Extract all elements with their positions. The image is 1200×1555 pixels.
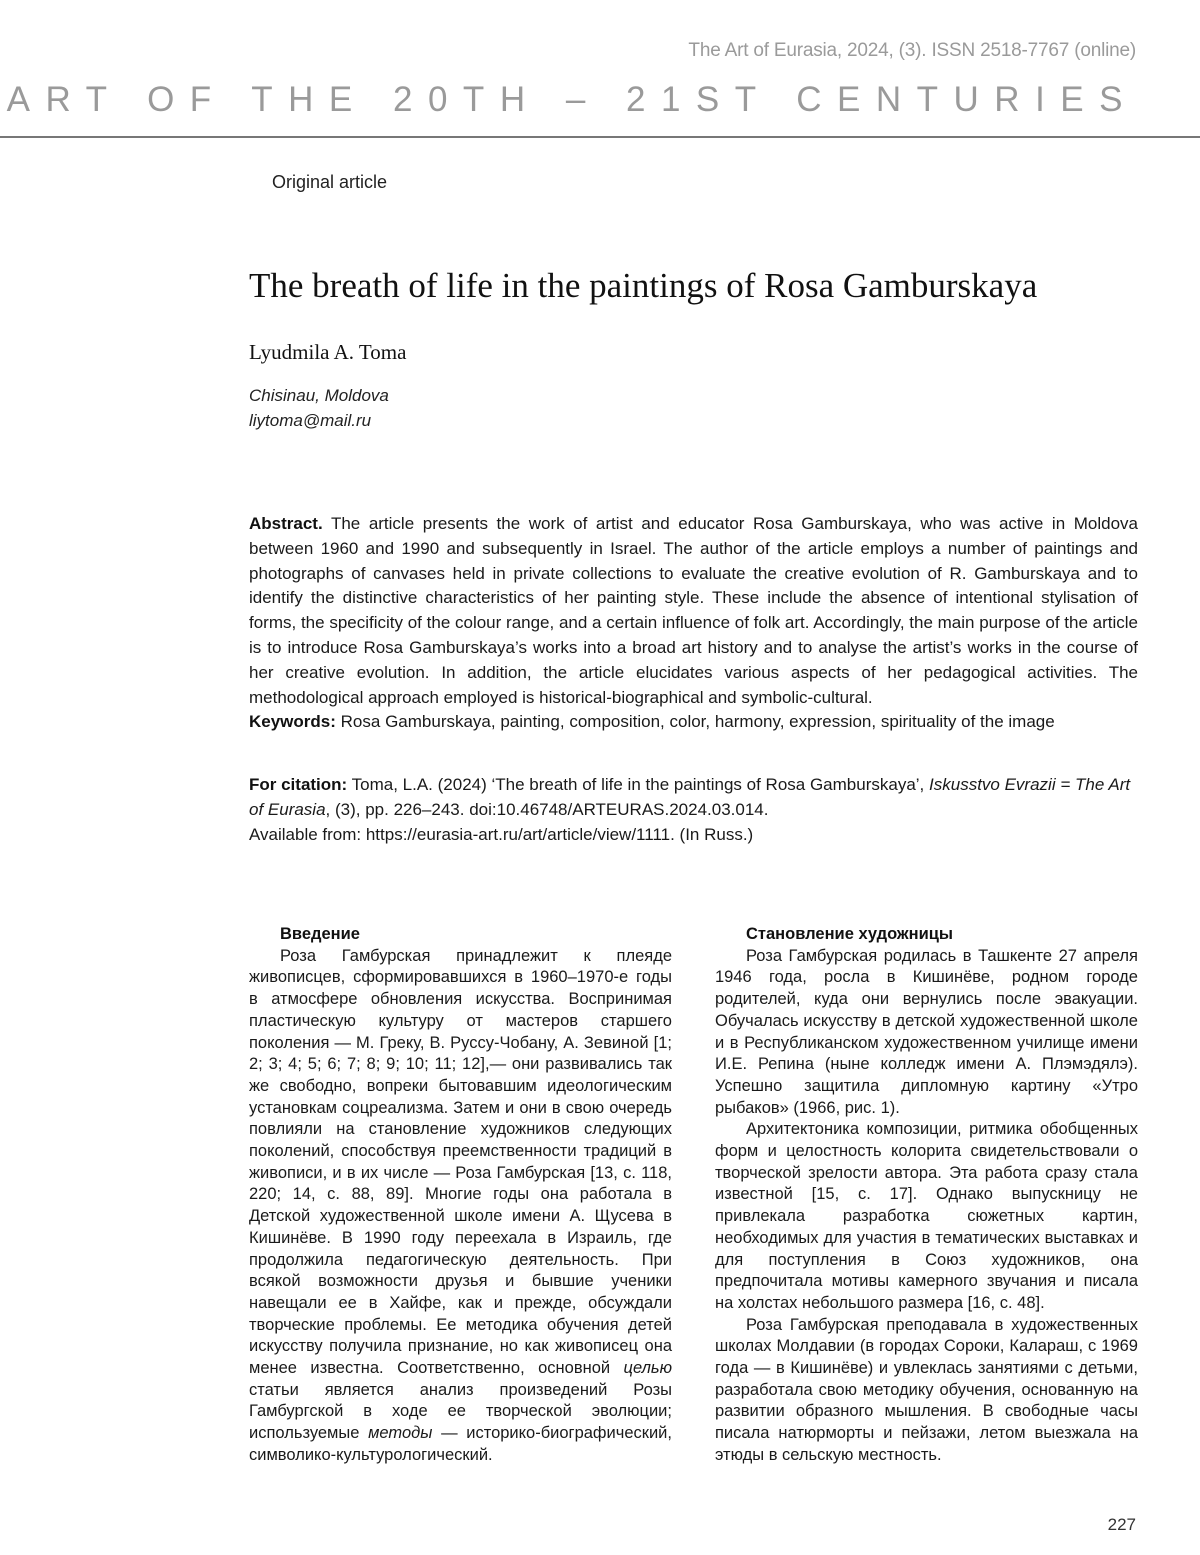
left-column	[249, 924, 672, 1467]
keywords-text: Rosa Gamburskaya, painting, composition, color, harmony, expression, spirituality of the image	[340, 712, 1055, 732]
journal-info: The Art of Eurasia, 2024, (3). ISSN 2518-7767 (online)	[688, 40, 1136, 61]
intro-text-c: — историко-биографический, символико-культурологический.	[249, 1424, 672, 1464]
body-paragraph: Роза Гамбурская родилась в Ташкенте 27 апреля 1946 года, росла в Кишинёве, родном городе родителей, куда они вернулись после эвакуации. Обучалась искусству в детской художественной школе и в Республиканском художественном училище имени И.Е. Репина (ныне колледж имени А. Плэмэдялэ). Успешно защитила дипломную картину «Утро рыбаков» (1966, рис. 1).	[715, 946, 1138, 1117]
keywords-paragraph	[249, 710, 1138, 735]
article-title: The breath of life in the paintings of Rosa Gamburskaya	[249, 266, 1038, 305]
intro-italic-methods: методы	[368, 1424, 433, 1443]
abstract-paragraph	[249, 512, 1138, 710]
body-paragraph	[249, 946, 672, 1467]
intro-text-b: статьи является анализ произведений Розы Гамбургской в ходе ее творческой эволюции; используемые	[249, 1380, 672, 1443]
right-column	[715, 924, 1138, 1467]
body-paragraph: Роза Гамбурская преподавала в художественных школах Молдавии (в городах Сороки, Калараш, с 1969 года — в Кишинёве) и увлеклась занятиями с детьми, разработала свою методику обучения, основанную на развитии образного мышления. В свободные часы писала натюрморты и пейзажи, летом выезжала на этюды в сельскую местность.	[715, 1315, 1138, 1464]
section-heading-introduction: Введение	[280, 925, 360, 943]
page-number: 227	[1107, 1515, 1136, 1534]
author-email[interactable]: liytoma@mail.ru	[249, 411, 372, 430]
intro-italic-goal: целью	[623, 1359, 672, 1378]
section-heading-formation: Становление художницы	[746, 925, 953, 943]
citation-details: , (3), pp. 226–243. doi:10.46748/ARTEURAS.2024.03.014.	[325, 800, 769, 819]
citation-url[interactable]: Available from: https://eurasia-art.ru/art/article/view/1111. (In Russ.)	[249, 825, 754, 844]
section-title: ART OF THE 20TH – 21ST CENTURIES	[6, 80, 1138, 119]
abstract-text: The article presents the work of artist and educator Rosa Gamburskaya, who was active in Moldova between 1960 and 1990 and subsequently in Israel. The author of the article employs a number of paintings and photographs of canvases held in private collections to evaluate the creative evolution of R. Gamburskaya and to identify the distinctive characteristics of her painting style. These include the absence of intentional stylisation of forms, the specificity of the colour range, and a certain influence of folk art. Accordingly, the main purpose of the article is to introduce Rosa Gamburskaya’s works into a broad art history and to analyse the artist’s works in the course of her creative evolution. In addition, the article elucidates various aspects of her pedagogical activities. The methodological approach employed is historical-biographical and symbolic-cultural.	[249, 514, 1138, 707]
citation-journal: Iskusstvo Evrazii = The Art of Eurasia	[249, 775, 1131, 819]
intro-text-a: Роза Гамбурская принадлежит к плеяде живописцев, сформировавшихся в 1960–1970-е годы в атмосфере обновления искусства. Воспринимая пластическую культуру от мастеров старшего поколения — М. Греку, В. Руссу-Чобану, А. Зевиной [1; 2; 3; 4; 5; 6; 7; 8; 9; 10; 11; 12],— они развивались так же свободно, вопреки бытовавшим идеологическим установкам соцреализма. Затем и они в свою очередь повлияли на становление художников следующих поколений, способствуя преемственности традиций в живописи, и в их числе — Роза Гамбурская [13, с. 118, 220; 14, с. 88, 89]. Многие годы она работала в Детской художественной школе имени А. Щусева в Кишинёве. В 1990 году переехала в Израиль, где продолжила педагогическую деятельность. При всякой возможности друзья и бывшие ученики навещали ее в Хайфе, как и прежде, обсуждали творческие проблемы. Ее методика обучения детей искусству получила признание, но как живописец она менее известна. Соответственно, основной	[249, 946, 672, 1378]
header-divider	[0, 136, 1200, 138]
keywords-label: Keywords:	[249, 712, 336, 732]
abstract-label: Abstract.	[249, 514, 323, 533]
abstract-block	[249, 512, 1138, 735]
citation-label: For citation:	[249, 775, 348, 794]
author-affiliation: Chisinau, Moldova	[249, 386, 389, 405]
citation-text	[249, 772, 1138, 822]
body-paragraph: Архитектоника композиции, ритмика обобщенных форм и целостность колорита свидетельствовали о творческой зрелости автора. Эта работа сразу стала известной [15, с. 17]. Однако выпускницу не привлекала разработка сюжетных картин, необходимых для участия в тематических выставках и для поступления в Союз художников, она предпочитала мотивы камерного звучания и писала на холстах небольшого размера [16, с. 48].	[715, 1120, 1138, 1312]
citation-reference: Toma, L.A. (2024) ‘The breath of life in the paintings of Rosa Gamburskaya’,	[351, 775, 925, 794]
author-name: Lyudmila A. Toma	[249, 340, 407, 364]
article-type: Original article	[272, 172, 388, 192]
citation-block	[249, 772, 1138, 847]
